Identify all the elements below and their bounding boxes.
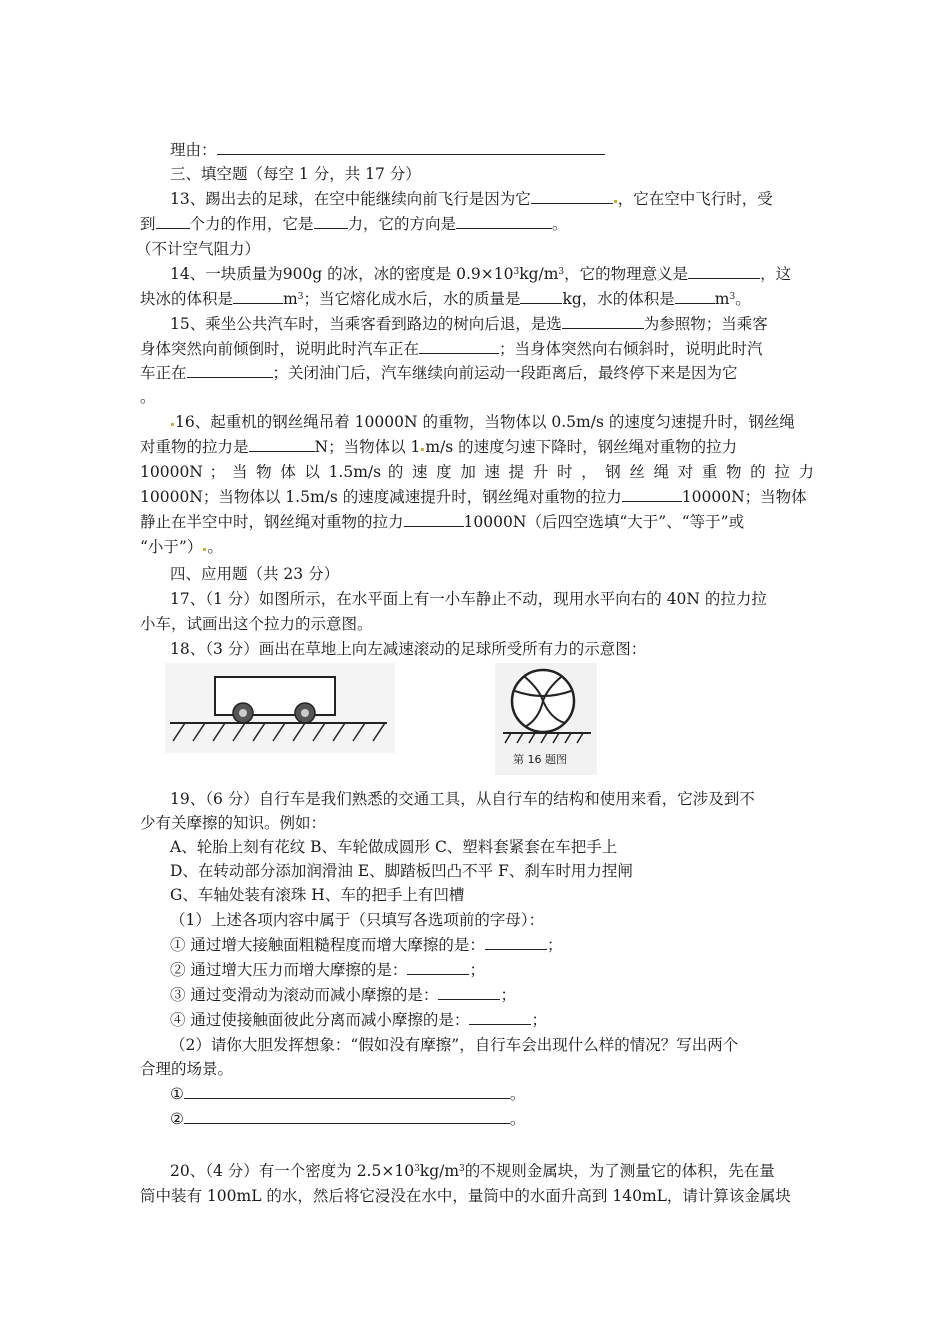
wheel-hub: [301, 709, 309, 717]
q15-text: ；当身体突然向右倾斜时，说明此时汽: [499, 340, 763, 358]
q16-text: 对重物的拉力是: [140, 438, 249, 456]
q19-semicolon: ；: [546, 936, 563, 954]
q19-semicolon: ；: [500, 986, 516, 1004]
q16-blank3[interactable]: [404, 511, 464, 527]
q19-line2: 少有关摩擦的知识。例如：: [140, 814, 327, 832]
q19-period: 。: [509, 1110, 526, 1128]
q19-scene2: [170, 1108, 525, 1130]
q17-line1: 17、（1 分）如图所示，在水平面上有一小车静止不动，现用水平向右的 40N 的拉力拉: [170, 590, 767, 608]
q19-item-text: ③ 通过变滑动为滚动而减小摩擦的是：: [170, 986, 439, 1004]
q19-blank1[interactable]: [485, 934, 547, 950]
q14-line2: [140, 288, 751, 310]
q14-sup: 3: [558, 267, 565, 277]
q20-text: kg/m: [419, 1162, 460, 1180]
q14-text: m: [283, 290, 298, 308]
q16-text: N；当物体以 1: [314, 438, 421, 456]
q13-text: ，它在空中飞行时，受: [617, 190, 773, 208]
q16-text: 静止在半空中时，钢丝绳对重物的拉力: [140, 513, 404, 531]
q19-scene1: [170, 1083, 525, 1105]
ball-drawing: [495, 663, 597, 751]
q16-line3: 10000N ； 当 物 体 以 1.5m/s 的 速 度 加 速 提 升 时 ， 钢 丝 绳 对 重 物 的 拉 力: [140, 463, 814, 481]
q16-text: 。: [207, 538, 223, 556]
q14-sup: 3: [729, 292, 736, 302]
q20-line2: 筒中装有 100mL 的水，然后将它浸没在水中，量筒中的水面升高到 140mL，请计算该金属块: [140, 1187, 791, 1205]
q14-text: 块冰的体积是: [140, 290, 234, 308]
q13-line2: [140, 213, 568, 235]
q13-text: 13、踢出去的足球，在空中能继续向前飞行是因为它: [170, 190, 531, 208]
q20-text: 20、（4 分）有一个密度为 2.5×10: [170, 1162, 415, 1180]
q13-text: 力，它的方向是: [347, 215, 457, 233]
q15-line3: [140, 362, 738, 384]
q16-line2: [140, 436, 737, 458]
q16-line4: [140, 486, 807, 508]
q14-text: 。: [735, 290, 751, 308]
q19-scene1-blank[interactable]: [184, 1083, 510, 1099]
q16-blank1[interactable]: [249, 436, 315, 452]
q19-line1: 19、（6 分）自行车是我们熟悉的交通工具，从自行车的结构和使用来看，它涉及到不: [170, 790, 755, 808]
reason-label: 理由：: [170, 141, 217, 159]
q15-text: 15、乘坐公共汽车时，当乘客看到路边的树向后退，是选: [170, 315, 562, 333]
q15-line1: [170, 313, 768, 335]
q13-blank4[interactable]: [456, 213, 552, 229]
q15-text: 为参照物；当乘客: [643, 315, 768, 333]
ball-figure: [495, 663, 597, 775]
q19-scene2-blank[interactable]: [184, 1108, 510, 1124]
q13-blank2[interactable]: [156, 213, 190, 229]
q19-blank3[interactable]: [438, 984, 500, 1000]
q19-blank2[interactable]: [407, 959, 469, 975]
q15-blank3[interactable]: [187, 362, 273, 378]
wheel-hub: [239, 709, 247, 717]
q20-text: 的不规则金属块，为了测量它的体积，先在量: [464, 1162, 775, 1180]
q16-text: 16、起重机的钢丝绳吊着 10000N 的重物，当物体以 0.5m/s 的速度匀速提升时，钢丝绳: [175, 413, 795, 431]
q15-line2: [140, 338, 763, 360]
reason-blank[interactable]: [217, 139, 605, 155]
q19-item-text: ④ 通过使接触面彼此分离而减小摩擦的是：: [170, 1011, 470, 1029]
q14-text: kg/m: [519, 265, 559, 283]
q14-blank2[interactable]: [233, 288, 283, 304]
q19-options1: A、轮胎上刻有花纹 B、车轮做成圆形 C、塑料套紧套在车把手上: [170, 838, 618, 856]
q19-sub2: （2）请你大胆发挥想象：“假如没有摩擦”，自行车会出现什么样的情况？写出两个: [170, 1036, 739, 1054]
section4-title: 四、应用题（共 23 分）: [170, 565, 340, 583]
reason-line: [170, 139, 605, 161]
q19-item4: [170, 1009, 547, 1031]
q14-text: m: [714, 290, 730, 308]
mark-dot: [203, 548, 206, 551]
q19-item-text: ② 通过增大压力而增大摩擦的是：: [170, 961, 408, 979]
q15-text: 车正在: [140, 364, 187, 382]
q16-text: 10000N；当物体以 1.5m/s 的速度减速提升时，钢丝绳对重物的拉力: [140, 488, 622, 506]
q14-text: ，它的物理意义是: [564, 265, 689, 283]
q19-scene-marker: ①: [170, 1085, 184, 1103]
q14-text: ；当它熔化成水后，水的质量是: [303, 290, 521, 308]
q19-item3: [170, 984, 516, 1006]
q14-blank3[interactable]: [520, 288, 562, 304]
q19-item-text: ① 通过增大接触面粗糙程度而增大摩擦的是：: [170, 936, 485, 954]
cart-figure: [165, 663, 395, 753]
ground-hatching: [505, 733, 583, 743]
mark-dot: [421, 448, 424, 451]
q20-sup: 3: [459, 1164, 465, 1174]
q16-text: 10000N（后四空选填“大于”、“等于”或: [463, 513, 745, 531]
q14-line1: [170, 263, 791, 285]
mark-dot: [614, 200, 617, 203]
q15-text: 身体突然向前倾倒时，说明此时汽车正在: [140, 340, 420, 358]
q14-blank1[interactable]: [688, 263, 760, 279]
q19-item2: [170, 959, 485, 981]
section3-title: 三、填空题（每空 1 分，共 17 分）: [170, 165, 421, 183]
q13-line1: [170, 188, 773, 210]
q19-period: 。: [509, 1085, 526, 1103]
ball-figure-caption: 第 16 题图: [513, 753, 567, 766]
q16-text: “小于”）: [140, 538, 203, 556]
q15-line4: 。: [140, 388, 156, 406]
q14-blank4[interactable]: [675, 288, 715, 304]
q13-text: 。: [552, 215, 568, 233]
q17-line2: 小车，试画出这个拉力的示意图。: [140, 615, 373, 633]
q14-text: 14、一块质量为900g 的冰，冰的密度是 0.9×10: [170, 265, 514, 283]
q19-semicolon: ；: [469, 961, 485, 979]
q19-options2: D、在转动部分添加润滑油 E、脚踏板凹凸不平 F、刹车时用力捏闸: [170, 862, 633, 880]
q16-line6: [140, 536, 223, 558]
q16-line1: [170, 411, 795, 433]
q16-text: 10000N；当物体: [681, 488, 807, 506]
q19-scene-marker: ②: [170, 1110, 184, 1128]
q13-text: 个力的作用，它是: [189, 215, 314, 233]
q13-blank1[interactable]: [531, 188, 613, 204]
q16-line5: [140, 511, 744, 533]
q13-text: 到: [140, 215, 156, 233]
q19-blank4[interactable]: [469, 1009, 531, 1025]
q14-sup: 3: [297, 292, 304, 302]
q13-blank3[interactable]: [314, 213, 348, 229]
q15-text: ；关闭油门后，汽车继续向前运动一段距离后，最终停下来是因为它: [272, 364, 738, 382]
q14-sup: 3: [513, 267, 520, 277]
q13-line3: （不计空气阻力）: [136, 240, 261, 258]
q14-text: kg，水的体积是: [562, 290, 675, 308]
q15-blank2[interactable]: [419, 338, 499, 354]
q14-text: ，这: [760, 265, 792, 283]
q19-sub2-line2: 合理的场景。: [140, 1060, 234, 1078]
q19-semicolon: ；: [531, 1011, 547, 1029]
q16-text: m/s 的速度匀速下降时，钢丝绳对重物的拉力: [425, 438, 738, 456]
q19-item1: [170, 934, 562, 956]
mark-dot: [171, 423, 174, 426]
q15-blank1[interactable]: [562, 313, 644, 329]
q19-options3: G、车轴处装有滚珠 H、车的把手上有凹槽: [170, 886, 465, 904]
q20-sup: 3: [414, 1164, 420, 1174]
q20-line1: [170, 1160, 775, 1182]
q18-line1: 18、（3 分）画出在草地上向左减速滚动的足球所受所有力的示意图：: [170, 640, 647, 658]
q19-sub1: （1）上述各项内容中属于（只填写各选项前的字母）：: [170, 911, 545, 929]
q16-blank2[interactable]: [622, 486, 682, 502]
